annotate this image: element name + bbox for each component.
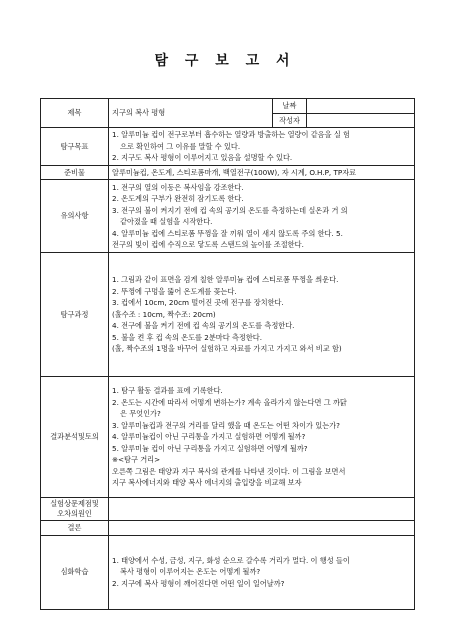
conclusion-label: 결론 — [41, 521, 109, 536]
report-table — [40, 98, 415, 610]
analysis-line: ※<탐구 거리> — [112, 455, 161, 465]
analysis-line: 3. 알루미늄컵과 전구의 거리를 달리 했을 때 온도는 어떤 차이가 있는가? — [112, 420, 340, 430]
procedure-line: 2. 뚜껑에 구멍을 뚫어 온도계를 꽂는다. — [112, 286, 237, 296]
procedure-line: 3. 컵에서 10cm, 20cm 떨어진 곳에 전구를 장치한다. — [112, 298, 284, 308]
advanced-line: 2. 지구에 복사 평형이 깨어진다면 어떤 일이 일어날까? — [112, 578, 285, 588]
analysis-content[interactable] — [109, 377, 415, 498]
analysis-line: 오른쪽 그림은 태양과 지구 복사의 관계를 나타낸 것이다. 이 그림을 보면서 — [112, 466, 346, 476]
goal-content[interactable] — [109, 128, 415, 166]
analysis-line: 1. 탐구 활동 결과를 표에 기록한다. — [112, 386, 223, 396]
analysis-label: 결과분석및토의 — [41, 377, 109, 498]
subject-label: 제목 — [41, 99, 109, 128]
subject-value[interactable]: 지구의 복사 평형 — [109, 99, 273, 128]
procedure-line: (홀수조 : 10cm, 짝수조: 20cm) — [112, 309, 216, 319]
author-value[interactable] — [307, 113, 415, 128]
analysis-line: 4. 알루미늄컵이 아닌 구리통을 가지고 실험하면 어떻게 될까? — [112, 432, 306, 442]
advanced-line: 1. 태양에서 수성, 금성, 지구, 화성 순으로 갈수록 거리가 멀다. 이 행성 들이 — [112, 555, 350, 565]
advanced-line: 복사 평형이 이루어지는 온도는 어떻게 될까? — [120, 567, 261, 577]
advanced-label: 심화학습 — [41, 535, 109, 609]
procedure-line: 5. 불을 켠 후 컵 속의 온도를 2분마다 측정한다. — [112, 332, 263, 342]
caution-line: 4. 알루미늄 컵에 스티로폼 뚜껑을 잘 끼워 열이 새지 않도록 주의 한다. 5. — [112, 228, 343, 238]
goal-line: 2. 지구도 복사 평형이 이루어지고 있음을 설명할 수 있다. — [112, 153, 293, 162]
caution-line: 같아졌을 때 실험을 시작한다. — [120, 217, 213, 226]
caution-line: 2. 온도계의 구부가 완전히 잠기도록 한다. — [112, 194, 244, 203]
issues-label — [41, 498, 109, 521]
cautions-content[interactable] — [109, 180, 415, 253]
author-label: 작성자 — [273, 113, 307, 128]
caution-line: 3. 전구의 불이 켜지기 전에 컵 속의 공기의 온도를 측정하는데 실온과 거 의 — [112, 205, 348, 215]
date-value[interactable] — [307, 99, 415, 114]
cautions-label: 유의사항 — [41, 180, 109, 253]
procedure-line: (홀, 짝수조의 1명을 바꾸어 실험하고 자료를 가지고 가지고 와서 비교 함) — [112, 344, 342, 354]
advanced-content[interactable] — [109, 535, 415, 609]
materials-content[interactable] — [109, 165, 415, 180]
goal-line: 으로 확인하여 그 이유를 말할 수 있다. — [120, 141, 241, 151]
analysis-line: 5. 알루미늄 컵이 아닌 구리통을 가지고 실험하면 어떻게 될까? — [112, 443, 308, 453]
caution-line: 1. 전구의 열의 이동은 복사임을 강조한다. — [112, 182, 244, 192]
report-title: 탐 구 보 고 서 — [154, 53, 296, 69]
procedure-label: 탐구과정 — [41, 253, 109, 377]
issues-label-line: 실험상문제점및 — [50, 499, 99, 508]
caution-line: 전구의 빛이 컵에 수직으로 닿도록 스탠드의 높이를 조절한다. — [112, 240, 304, 249]
goal-line: 1. 알루미늄 컵이 전구로부터 흡수하는 열량과 방출하는 열량이 같음을 실 험 — [112, 130, 351, 139]
analysis-line: 은 무엇인가? — [120, 409, 161, 419]
analysis-line: 2. 온도는 시간에 따라서 어떻게 변하는가? 계속 올라가지 않는다면 그 까닭 — [112, 397, 347, 407]
materials-text: 알루미늄컵, 온도계, 스티로폼마개, 백열전구(100W), 자 시계, O.H.P, TP자료 — [112, 167, 357, 177]
analysis-line: 지구 복사에너지와 태양 복사 에너지의 출입량을 비교해 보자 — [112, 478, 302, 488]
procedure-content[interactable] — [109, 253, 415, 377]
procedure-line: 1. 그림과 같이 표면을 검게 칠한 알루미늄 컵에 스티로폼 뚜껑을 씌운다. — [112, 275, 339, 285]
date-label: 날짜 — [273, 99, 307, 114]
conclusion-content[interactable] — [109, 521, 415, 536]
issues-content[interactable] — [109, 498, 415, 521]
procedure-line: 4. 전구에 불을 켜기 전에 컵 속의 공기의 온도를 측정한다. — [112, 321, 295, 331]
issues-label-line: 오차의원인 — [57, 509, 92, 518]
goal-label: 탐구목표 — [41, 128, 109, 166]
materials-label: 준비물 — [41, 165, 109, 180]
